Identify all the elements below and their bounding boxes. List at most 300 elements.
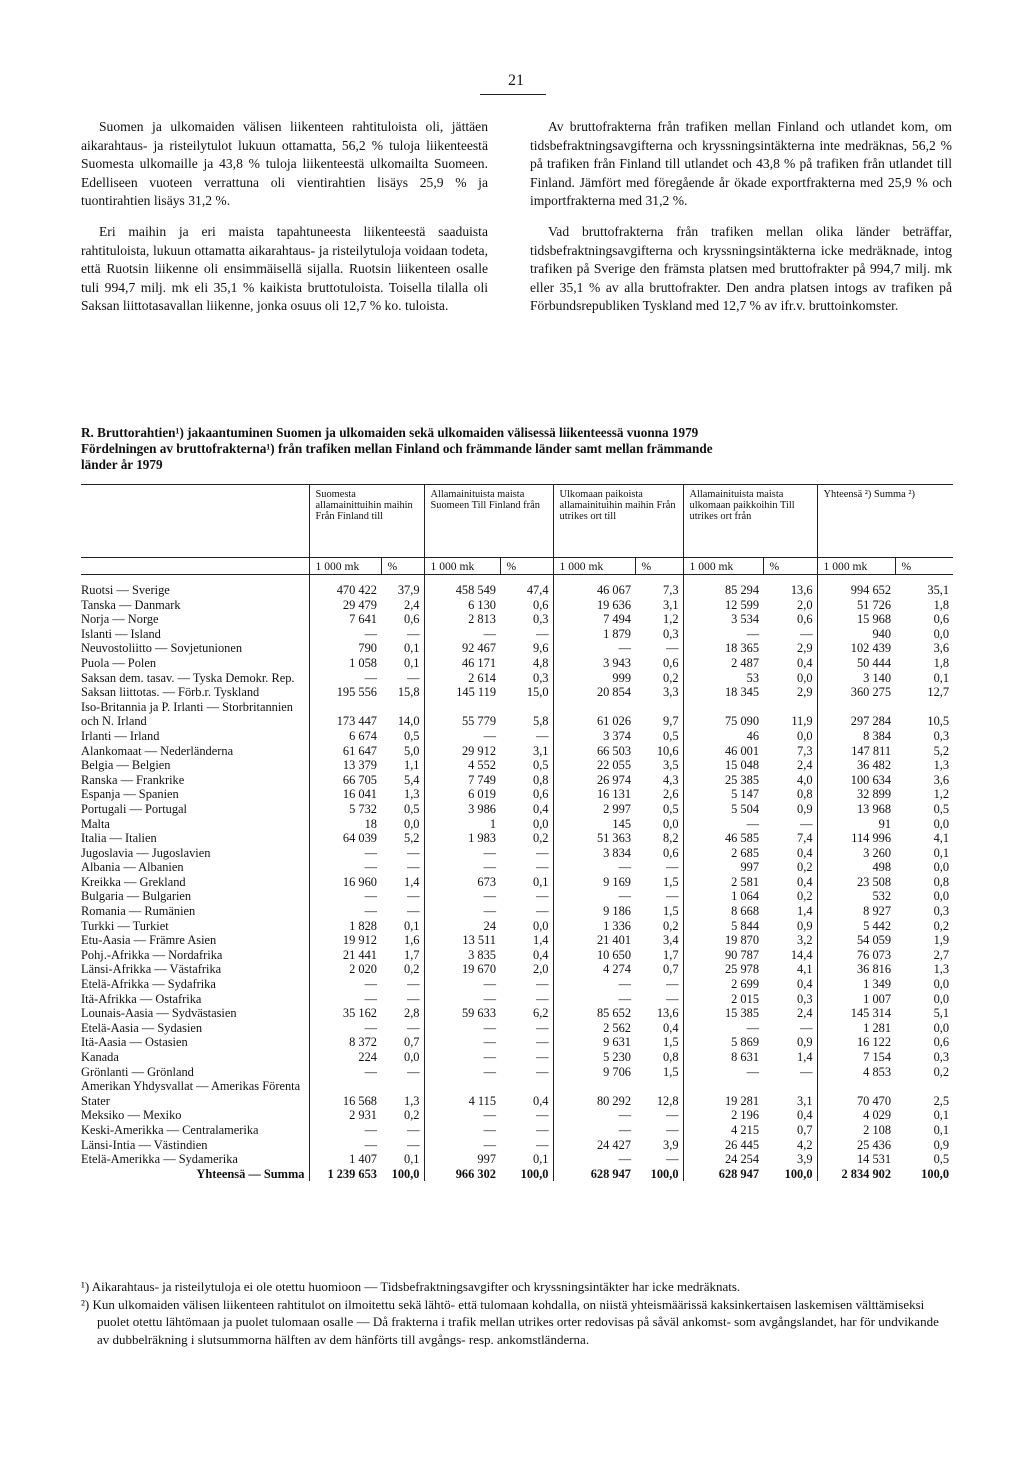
unit-value-header: 1 000 mk (424, 558, 500, 575)
country-cell: Lounais-Aasia — Sydvästasien (81, 1006, 237, 1021)
percent-cell: 2,4 (404, 597, 420, 612)
percent-cell: 9,6 (533, 641, 549, 656)
value-cell: 4 215 (683, 1123, 763, 1138)
value-cell: — (683, 627, 763, 642)
percent-cell: — (536, 1122, 549, 1137)
value-cell: 2 685 (683, 846, 763, 861)
country-cell: Etelä-Aasia — Sydasien (81, 1020, 203, 1035)
country-cell: Belgia — Belgien (81, 758, 171, 773)
value-cell: 790 (309, 641, 381, 656)
value-cell: 70 470 (817, 1079, 895, 1108)
value-cell: 19 636 (553, 598, 635, 613)
percent-cell: 0,1 (933, 670, 950, 685)
percent-cell: 1,4 (533, 933, 549, 948)
value-cell: 15 048 (683, 758, 763, 773)
value-cell: 2 813 (424, 612, 500, 627)
value-cell: 19 912 (309, 933, 381, 948)
percent-cell: 0,6 (797, 612, 813, 627)
value-cell: 1 239 653 (309, 1167, 381, 1182)
percent-cell: 4,1 (933, 831, 950, 846)
percent-cell: 0,2 (933, 918, 950, 933)
value-cell: — (424, 1108, 500, 1123)
country-cell: Islanti — Island (81, 626, 161, 641)
percent-cell: 0,0 (404, 1050, 420, 1064)
value-cell: — (309, 627, 381, 642)
percent-cell: — (407, 991, 420, 1006)
percent-cell: 1,4 (797, 904, 813, 919)
swedish-paragraph-2: Vad bruttofrakterna från trafiken mellan olika länder beträffar, tidsbefraktningsavgifterna och kryssningsintäkterna icke medräknade, intog trafiken på Sverige den främsta platsen med bruttofrakter på 994,7 milj. mk eller 35,1 % av alla bruttofrakter. Den andra platsen intogs av trafiken på Förbundsrepubliken Tyskland med 12,7 % av ifr.v. bruttoinkomster. (530, 223, 952, 314)
percent-cell: 0,5 (404, 801, 420, 816)
percent-cell: 0,3 (933, 728, 950, 743)
value-cell: 2 562 (553, 1021, 635, 1036)
value-cell: 9 631 (553, 1035, 635, 1050)
value-cell: 26 974 (553, 773, 635, 788)
country-cell: Romania — Rumänien (81, 904, 196, 919)
country-cell: Espanja — Spanien (81, 787, 179, 802)
percent-cell: 3,9 (797, 1152, 813, 1167)
percent-cell: 1,5 (663, 1064, 679, 1079)
value-cell: 1 (424, 817, 500, 832)
table-title (81, 425, 961, 473)
percent-cell: 1,8 (933, 655, 950, 670)
column-header-to-finland: Allamainituista maista Suomeen Till Finland från (424, 485, 553, 558)
value-cell: 2 581 (683, 875, 763, 890)
value-cell: 59 633 (424, 1006, 500, 1021)
percent-cell: 1,1 (404, 758, 420, 773)
percent-cell: — (536, 626, 549, 641)
value-cell: 5 504 (683, 802, 763, 817)
percent-cell: — (536, 904, 549, 919)
value-cell: 8 927 (817, 904, 895, 919)
value-cell: 26 445 (683, 1138, 763, 1153)
country-cell: Ranska — Frankrike (81, 772, 185, 787)
percent-cell: 0,0 (933, 860, 950, 875)
value-cell: 15 385 (683, 1006, 763, 1021)
percent-cell: 1,7 (404, 947, 420, 962)
value-cell: 470 422 (309, 575, 381, 598)
table-row (81, 598, 953, 613)
value-cell: — (424, 729, 500, 744)
percent-cell: 0,4 (533, 801, 549, 816)
value-cell: 173 447 (309, 700, 381, 729)
percent-cell: 0,1 (933, 1122, 950, 1137)
percent-cell: 1,3 (404, 1093, 420, 1108)
percent-cell: 0,6 (533, 597, 549, 612)
percent-cell: 0,6 (663, 845, 679, 860)
table-row (81, 773, 953, 788)
percent-cell: 5,8 (533, 714, 549, 729)
unit-percent-header: % (635, 558, 683, 575)
table-row (81, 656, 953, 671)
percent-cell: 1,8 (933, 597, 950, 612)
country-cell: Itä-Aasia — Ostasien (81, 1035, 188, 1050)
value-cell: 55 779 (424, 700, 500, 729)
percent-cell: — (800, 816, 813, 831)
value-cell: 14 531 (817, 1152, 895, 1167)
table-row (81, 641, 953, 656)
country-cell: Kreikka — Grekland (81, 874, 186, 889)
percent-cell: — (800, 626, 813, 641)
value-cell: 61 026 (553, 700, 635, 729)
country-cell: Alankomaat — Nederländerna (81, 743, 234, 758)
value-cell: 75 090 (683, 700, 763, 729)
value-cell: 16 131 (553, 787, 635, 802)
percent-cell: 0,3 (663, 626, 679, 641)
value-cell: 66 503 (553, 744, 635, 759)
value-cell: 195 556 (309, 685, 381, 700)
percent-cell: 0,0 (404, 816, 420, 831)
percent-cell: — (666, 641, 679, 656)
percent-cell: 12,8 (656, 1093, 679, 1108)
percent-cell: 13,6 (790, 583, 813, 597)
value-cell: 46 (683, 729, 763, 744)
value-cell: 3 140 (817, 671, 895, 686)
value-cell: 3 943 (553, 656, 635, 671)
table-row (81, 846, 953, 861)
value-cell: 16 122 (817, 1035, 895, 1050)
percent-cell: — (407, 1020, 420, 1035)
percent-cell: — (666, 977, 679, 992)
table-row (81, 685, 953, 700)
percent-cell: 1,2 (663, 612, 679, 627)
percent-cell: — (536, 845, 549, 860)
value-cell: 13 511 (424, 933, 500, 948)
value-cell: 24 254 (683, 1152, 763, 1167)
value-cell: 102 439 (817, 641, 895, 656)
value-cell: — (309, 992, 381, 1007)
value-cell: 16 041 (309, 787, 381, 802)
value-cell: — (424, 1065, 500, 1080)
percent-cell: — (407, 904, 420, 919)
percent-cell: — (536, 1020, 549, 1035)
value-cell: 4 552 (424, 758, 500, 773)
country-cell: Neuvostoliitto — Sovjetunionen (81, 641, 243, 656)
percent-cell: 13,6 (656, 1006, 679, 1021)
value-cell: 7 494 (553, 612, 635, 627)
percent-cell: — (407, 626, 420, 641)
table-title-line-3: länder år 1979 (81, 457, 163, 472)
footnotes (81, 1278, 953, 1348)
percent-cell: 0,1 (404, 655, 420, 670)
percent-cell: 11,9 (791, 714, 813, 729)
percent-cell: 100,0 (784, 1166, 813, 1181)
value-cell: 13 379 (309, 758, 381, 773)
value-cell: 7 641 (309, 612, 381, 627)
table-row (81, 1123, 953, 1138)
value-cell: 8 384 (817, 729, 895, 744)
percent-cell: 0,5 (663, 801, 679, 816)
percent-cell: 0,2 (404, 962, 420, 977)
value-cell: 3 835 (424, 948, 500, 963)
country-cell: Puola — Polen (81, 655, 157, 670)
percent-cell: 4,3 (663, 772, 679, 787)
value-cell: 997 (424, 1152, 500, 1167)
value-cell: 25 385 (683, 773, 763, 788)
value-cell: 1 064 (683, 889, 763, 904)
value-cell: 9 169 (553, 875, 635, 890)
table-row (81, 1138, 953, 1153)
percent-cell: 3,1 (797, 1093, 813, 1108)
value-cell: — (424, 860, 500, 875)
percent-cell: 0,7 (404, 1035, 420, 1050)
percent-cell: 0,2 (663, 918, 679, 933)
percent-cell: 0,3 (533, 670, 549, 685)
percent-cell: — (407, 977, 420, 992)
percent-cell: — (666, 991, 679, 1006)
percent-cell: 100,0 (921, 1166, 950, 1181)
table-title-line-1: R. Bruttorahtien¹) jakaantuminen Suomen ja ulkomaiden sekä ulkomaiden välisessä liikenteessä vuonna 1979 (81, 425, 699, 440)
country-cell: Länsi-Intia — Västindien (81, 1137, 208, 1152)
unit-percent-header: % (381, 558, 424, 575)
percent-cell: — (666, 1122, 679, 1137)
country-cell: Ruotsi — Sverige (81, 583, 170, 597)
finnish-paragraph-2: Eri maihin ja eri maista tapahtuneesta liikenteestä saaduista rahtituloista, lukuun ottamatta aikarahtaus- ja risteilytuloja voidaan todeta, että Ruotsin liikenne oli ensimmäisellä sijalla. Ruotsin liikenteen osalle tuli 994,7 milj. mk eli 35,1 % kaikista bruttotuloista. Toisella tilalla oli Saksan liittotasavallan liikenne, jonka osuus oli 12,7 % ko. tuloista. (81, 223, 488, 314)
value-cell: — (309, 904, 381, 919)
percent-cell: 1,7 (663, 947, 679, 962)
value-cell: 1 349 (817, 977, 895, 992)
percent-cell: 0,3 (933, 1050, 950, 1064)
percent-cell: — (536, 1108, 549, 1123)
swedish-paragraph-1: Av bruttofrakterna från trafiken mellan Finland och utlandet kom, om tidsbefraktningsavgifterna och kryssningsintäkterna inte medräknas, 56,2 % på trafiken från Finland till utlandet och 43,8 % på trafiken från utlandet till Finland. Jämfört med föregående år ökade exportfrakterna med 25,9 % och importfrakterna med 31,2 %. (530, 119, 952, 209)
percent-cell: 100,0 (520, 1166, 549, 1181)
country-cell: Irlanti — Irland (81, 728, 160, 743)
value-cell: — (309, 977, 381, 992)
percent-cell: 1,3 (933, 962, 950, 977)
value-cell: 7 154 (817, 1050, 895, 1065)
percent-cell: 6,2 (533, 1006, 549, 1021)
value-cell: 64 039 (309, 831, 381, 846)
value-cell: — (553, 1108, 635, 1123)
table-row (81, 933, 953, 948)
value-cell: 46 171 (424, 656, 500, 671)
value-cell: 8 668 (683, 904, 763, 919)
percent-cell: — (407, 1137, 420, 1152)
value-cell: 85 294 (683, 575, 763, 598)
value-cell: 46 585 (683, 831, 763, 846)
value-cell: 532 (817, 889, 895, 904)
value-cell: 6 019 (424, 787, 500, 802)
table-row (81, 671, 953, 686)
unit-percent-header: % (763, 558, 817, 575)
value-cell: 4 274 (553, 962, 635, 977)
value-cell: — (424, 992, 500, 1007)
percent-cell: 1,4 (404, 874, 420, 889)
table-row (81, 992, 953, 1007)
value-cell: 46 001 (683, 744, 763, 759)
percent-cell: — (536, 1137, 549, 1152)
value-cell: — (424, 846, 500, 861)
percent-cell: 0,1 (933, 1108, 950, 1123)
value-cell: 7 749 (424, 773, 500, 788)
value-cell: 994 652 (817, 575, 895, 598)
value-cell: 36 482 (817, 758, 895, 773)
percent-cell: 0,3 (933, 904, 950, 919)
value-cell: 100 634 (817, 773, 895, 788)
value-cell: 966 302 (424, 1167, 500, 1182)
value-cell: 25 978 (683, 962, 763, 977)
value-cell: 297 284 (817, 700, 895, 729)
value-cell: — (309, 1021, 381, 1036)
value-cell: 3 986 (424, 802, 500, 817)
table-row (81, 575, 953, 598)
value-cell: 4 115 (424, 1079, 500, 1108)
percent-cell: 0,1 (404, 918, 420, 933)
value-cell: 53 (683, 671, 763, 686)
percent-cell: 0,1 (533, 1152, 549, 1167)
percent-cell: — (536, 977, 549, 992)
finnish-text-column (81, 118, 488, 328)
value-cell: 20 854 (553, 685, 635, 700)
value-cell: 24 (424, 919, 500, 934)
country-cell: Malta (81, 816, 110, 831)
value-cell: — (553, 641, 635, 656)
table-row (81, 904, 953, 919)
value-cell: 114 996 (817, 831, 895, 846)
value-cell: 6 674 (309, 729, 381, 744)
percent-cell: 0,4 (797, 874, 813, 889)
value-cell: 66 705 (309, 773, 381, 788)
percent-cell: 1,5 (663, 874, 679, 889)
percent-cell: 0,2 (404, 1108, 420, 1123)
value-cell: 458 549 (424, 575, 500, 598)
table-row (81, 802, 953, 817)
value-cell: 5 844 (683, 919, 763, 934)
percent-cell: 0,5 (533, 758, 549, 773)
percent-cell: 0,6 (933, 1035, 950, 1050)
column-header-from-finland: Suomesta allamainittuihin maihin Från Finland till (309, 485, 424, 558)
value-cell: 29 912 (424, 744, 500, 759)
country-cell: Saksan liittotas. — Förb.r. Tyskland (81, 685, 260, 700)
percent-cell: 0,9 (933, 1137, 950, 1152)
percent-cell: 0,7 (797, 1122, 813, 1137)
value-cell: 2 108 (817, 1123, 895, 1138)
percent-cell: — (407, 889, 420, 904)
value-cell: 2 834 902 (817, 1167, 895, 1182)
table-row (81, 612, 953, 627)
percent-cell: 0,0 (933, 977, 950, 992)
country-cell: Turkki — Turkiet (81, 918, 169, 933)
percent-cell: — (536, 1050, 549, 1064)
percent-cell: 0,4 (533, 1093, 549, 1108)
header-blank (81, 485, 309, 558)
country-cell: Iso-Britannia ja P. Irlanti — Storbritannien och N. Irland (81, 699, 293, 729)
percent-cell: 15,8 (397, 685, 420, 700)
table-row (81, 700, 953, 729)
percent-cell: — (666, 1152, 679, 1167)
value-cell: 76 073 (817, 948, 895, 963)
table-row (81, 1021, 953, 1036)
percent-cell: 7,3 (663, 583, 679, 597)
value-cell: — (553, 1152, 635, 1167)
percent-cell: 2,9 (797, 641, 813, 656)
percent-cell: 9,7 (663, 714, 679, 729)
value-cell: 80 292 (553, 1079, 635, 1108)
table-body (81, 575, 953, 1182)
percent-cell: 4,0 (797, 772, 813, 787)
percent-cell: 0,7 (663, 962, 679, 977)
value-cell: 2 015 (683, 992, 763, 1007)
table-row (81, 1035, 953, 1050)
value-cell: 5 147 (683, 787, 763, 802)
value-cell: 1 007 (817, 992, 895, 1007)
percent-cell: 5,0 (404, 743, 420, 758)
percent-cell: 0,8 (663, 1050, 679, 1064)
percent-cell: 3,1 (533, 743, 549, 758)
percent-cell: 0,5 (663, 728, 679, 743)
value-cell: — (309, 1123, 381, 1138)
percent-cell: 0,4 (797, 1108, 813, 1123)
percent-cell: 100,0 (650, 1166, 679, 1181)
value-cell: 4 853 (817, 1065, 895, 1080)
percent-cell: 2,0 (533, 962, 549, 977)
table-row (81, 962, 953, 977)
percent-cell: 1,4 (797, 1050, 813, 1064)
value-cell: 21 441 (309, 948, 381, 963)
value-cell: 999 (553, 671, 635, 686)
table-row (81, 919, 953, 934)
percent-cell: — (536, 1064, 549, 1079)
percent-cell: 0,2 (797, 889, 813, 904)
country-cell: Keski-Amerikka — Centralamerika (81, 1122, 259, 1137)
country-cell: Etelä-Afrikka — Sydafrika (81, 977, 216, 992)
value-cell: 6 130 (424, 598, 500, 613)
percent-cell: 2,7 (933, 947, 950, 962)
value-cell: — (683, 1065, 763, 1080)
value-cell: 12 599 (683, 598, 763, 613)
percent-cell: 3,1 (663, 597, 679, 612)
unit-percent-header: % (895, 558, 953, 575)
percent-cell: — (800, 1020, 813, 1035)
percent-cell: 5,1 (933, 1006, 950, 1021)
value-cell: 628 947 (683, 1167, 763, 1182)
value-cell: 628 947 (553, 1167, 635, 1182)
table-row (81, 875, 953, 890)
value-cell: 19 670 (424, 962, 500, 977)
value-cell: 1 407 (309, 1152, 381, 1167)
percent-cell: 0,4 (797, 655, 813, 670)
percent-cell: 2,5 (933, 1093, 950, 1108)
percent-cell: 37,9 (397, 583, 420, 597)
percent-cell: 0,0 (933, 816, 950, 831)
percent-cell: 47,4 (526, 583, 549, 597)
swedish-text-column (530, 118, 952, 328)
percent-cell: 3,6 (933, 641, 950, 656)
value-cell: — (309, 860, 381, 875)
percent-cell: 3,5 (663, 758, 679, 773)
table-row (81, 1006, 953, 1021)
percent-cell: — (407, 670, 420, 685)
table-row (81, 1108, 953, 1123)
value-cell: 54 059 (817, 933, 895, 948)
value-cell: 18 365 (683, 641, 763, 656)
country-cell: Norja — Norge (81, 612, 159, 627)
percent-cell: 0,6 (933, 612, 950, 627)
percent-cell: 0,4 (663, 1020, 679, 1035)
country-cell: Meksiko — Mexiko (81, 1108, 182, 1123)
percent-cell: 0,0 (933, 626, 950, 641)
value-cell: 5 230 (553, 1050, 635, 1065)
finnish-paragraph-1: Suomen ja ulkomaiden välisen liikenteen rahtituloista oli, jättäen aikarahtaus- ja risteilytulot lukuun ottamatta, 56,2 % tuloja liikenteestä Suomesta ulkomaille ja 43,8 % tuloja liikenteestä ulkomailta Suomeen. Edelliseen vuoteen verrattuna oli vientirahtien lisäys 25,9 % ja tuontirahtien lisäys 31,2 %. (81, 119, 488, 209)
value-cell: — (553, 1123, 635, 1138)
freight-table (81, 484, 953, 1181)
percent-cell: 0,9 (797, 801, 813, 816)
percent-cell: 1,9 (933, 933, 950, 948)
percent-cell: 0,5 (933, 801, 950, 816)
value-cell: 9 186 (553, 904, 635, 919)
value-cell: 2 196 (683, 1108, 763, 1123)
value-cell: 1 879 (553, 627, 635, 642)
table-row (81, 729, 953, 744)
